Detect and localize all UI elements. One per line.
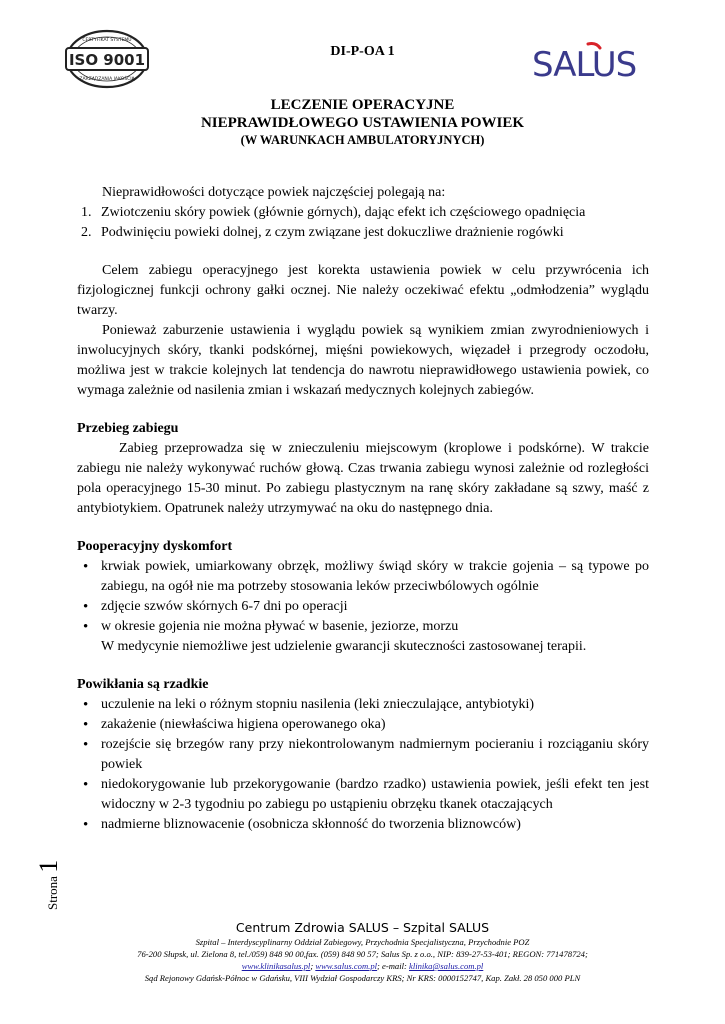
discomfort-list — [77, 557, 649, 637]
list-item-text: Zwiotczeniu skóry powiek (głównie górnych), dając efekt ich częściowego opadnięcia — [101, 205, 586, 220]
iso-ring-bottom-text: ZARZĄDZANIA JAKOŚCIĄ — [79, 77, 135, 82]
page-label-word: Strona — [45, 876, 60, 910]
footer-line-departments: Szpital – Interdyscyplinarny Oddział Zabiegowy, Przychodnia Specjalistyczna, Przychodnie POZ — [195, 937, 530, 947]
list-item-number: 1. — [81, 205, 92, 220]
list-item: • zakażenie (niewłaściwa higiena operowanego oka) — [77, 715, 649, 735]
list-item: • uczulenie na leki o różnym stopniu nasilenia (leki znieczulające, antybiotyki) — [77, 695, 649, 715]
guarantee-note: W medycynie niemożliwe jest udzielenie gwarancji skuteczności zastosowanej terapii. — [101, 639, 587, 654]
iso-badge-text: ISO 9001 — [68, 51, 146, 69]
page-number-label — [34, 830, 74, 910]
list-item — [77, 203, 649, 223]
intro-numbered-list — [77, 203, 649, 243]
title-line-2: NIEPRAWIDŁOWEGO USTAWIENIA POWIEK — [200, 115, 525, 131]
footer-line-links — [0, 960, 725, 972]
iso-ring-top-text: CERTYFIKAT SYSTEMU — [82, 38, 132, 43]
list-item: • w okresie gojenia nie można pływać w basenie, jeziorze, morzu — [77, 617, 649, 637]
salus-logo — [530, 40, 655, 84]
complications-list — [77, 695, 649, 835]
list-item: • zdjęcie szwów skórnych 6-7 dni po operacji — [77, 597, 649, 617]
paragraph-goal: Celem zabiegu operacyjnego jest korekta ustawienia powiek w celu przywrócenia ich fizjologicznej funkcji ochrony gałki ocznej. Nie należy oczekiwać efektu „odmłodzenia” wyglądu twarzy. — [77, 263, 649, 318]
title-line-3: (W WARUNKACH AMBULATORYJNYCH) — [240, 133, 485, 147]
title-line-1: LECZENIE OPERACYJNE — [270, 97, 455, 113]
list-item: • niedokorygowanie lub przekorygowanie (bardzo rzadko) ustawienia powiek, jeśli efekt ten jest widoczny w 2-3 tygodniu po zabiegu po ustąpieniu obrzęku tkanek otaczających — [77, 775, 649, 815]
list-item: • krwiak powiek, umiarkowany obrzęk, możliwy świąd skóry w trakcie gojenia – są typowe po zabiegu, na ogół nie ma potrzeby stosowania leków przeciwbólowych ogólnie — [77, 557, 649, 597]
list-item: • rozejście się brzegów rany przy niekontrolowanym nadmiernym pocieraniu i rozciąganiu skóry powiek — [77, 735, 649, 775]
document-code: DI-P-OA 1 — [330, 44, 395, 59]
link-klinikasalus[interactable]: www.klinikasalus.pl — [241, 961, 311, 971]
procedure-text: Zabieg przeprowadza się w znieczuleniu miejscowym (kroplowe i podskórne). W trakcie zabiegu nie należy wykonywać ruchów głową. Czas trwania zabiegu wynosi zależnie od rozległości pola operacyjnego 15-30 minut. Po zabiegu plastycznym na ranę skóry zakładane są szwy, maść z antybiotykiem. Opatrunek należy utrzymywać na oku do następnego dnia. — [77, 441, 649, 516]
footer — [0, 920, 725, 984]
section-heading-complications: Powikłania są rzadkie — [77, 677, 209, 692]
list-item-number: 2. — [81, 225, 92, 240]
salus-logo-text: SALUS — [532, 45, 637, 84]
list-item: • nadmierne bliznowacenie (osobnicza skłonność do tworzenia bliznowców) — [77, 815, 649, 835]
link-separator: ; — [310, 961, 316, 971]
footer-line-registry: Sąd Rejonowy Gdańsk-Północ w Gdańsku, VIII Wydział Gospodarczy KRS; Nr KRS: 0000152747, Kap. Zakł. 28 050 000 PLN — [144, 973, 581, 983]
footer-line-address: 76-200 Słupsk, ul. Zielona 8, tel./059) 848 90 00,fax. (059) 848 90 57; Salus Sp. z o.o., NIP: 839-27-53-401; REGON: 771478724; — [137, 949, 588, 959]
list-item — [77, 223, 649, 243]
footer-title: Centrum Zdrowia SALUS – Szpital SALUS — [235, 920, 490, 935]
section-heading-discomfort: Pooperacyjny dyskomfort — [77, 539, 233, 554]
page-number: 1 — [34, 859, 63, 873]
link-email[interactable]: klinika@salus.com.pl — [409, 961, 484, 971]
list-item-text: Podwinięciu powieki dolnej, z czym związane jest dokuczliwe drażnienie rogówki — [101, 225, 564, 240]
section-heading-procedure: Przebieg zabiegu — [77, 421, 179, 436]
intro-lead: Nieprawidłowości dotyczące powiek najczęściej polegają na: — [102, 185, 446, 200]
document-body — [77, 183, 649, 835]
email-label: ; e-mail: — [377, 961, 410, 971]
paragraph-recurrence: Ponieważ zaburzenie ustawienia i wyglądu powiek są wynikiem zmian zwyrodnieniowych i inwolucyjnych skóry, tkanki podskórnej, mięśni powiekowych, więzadeł i przegrody oczodołu, możliwa jest w trakcie kolejnych lat tendencja do nawrotu nieprawidłowego ustawienia powiek, co wymaga zależnie od nasilenia zmian i wskazań medycznych kolejnych zabiegów. — [77, 323, 649, 398]
document-title — [0, 96, 725, 148]
link-salus[interactable]: www.salus.com.pl — [315, 961, 378, 971]
